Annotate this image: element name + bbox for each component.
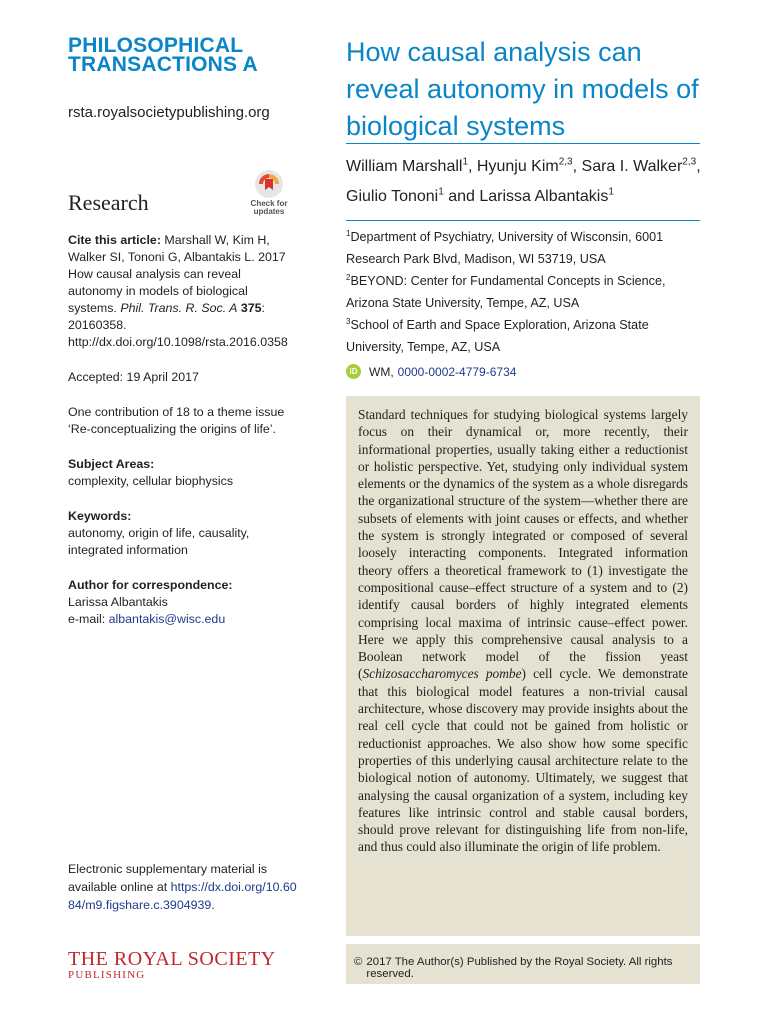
article-info-sidebar — [68, 232, 298, 646]
badge-label-2: updates — [253, 207, 285, 216]
orcid-initials: WM, — [369, 364, 394, 379]
title-divider — [346, 143, 700, 144]
keywords-text: autonomy, origin of life, causality, integrated information — [68, 526, 250, 557]
author-3-comma: , — [696, 158, 701, 175]
author-2-sup: 2,3 — [558, 156, 573, 168]
author-3-sup: 2,3 — [682, 156, 697, 168]
abstract-part-1: Standard techniques for studying biological systems largely focus on their dynamical or, more recently, their informational properties, usually taking either a reductionist or holistic perspective. Yet, studying only individual system elements or the dynamics of the system as a whole disregards the organizational structure of the system—whether there are subsets of elements with joint causes or effects, and whether the system is strongly integrated or composed of several loosely interacting components. Integrated information theory offers a theoretical framework to (1) investigate the compositional cause–effect structure of a system and to (2) identify causal borders of highly integrated elements comprising local maxima of intrinsic cause–effect power. Here we apply this comprehensive causal analysis to a Boolean network model of the fission yeast ( — [358, 407, 688, 682]
email-link[interactable]: albantakis@wisc.edu — [108, 612, 226, 626]
esm-link[interactable]: https://dx.doi.org/10.6084/m9.figshare.c.3904939 — [68, 880, 297, 912]
author-4: Giulio Tononi — [346, 188, 439, 205]
journal-name — [68, 36, 308, 74]
affiliation-1-sup: 1 — [346, 228, 351, 238]
affiliation-3 — [346, 314, 706, 358]
check-for-updates-badge[interactable] — [244, 170, 294, 216]
email-label: e-mail: — [68, 612, 109, 626]
esm-text: Electronic supplementary material is available online at — [68, 862, 268, 894]
logo-line2: PUBLISHING — [68, 969, 146, 981]
author-2: , Hyunju Kim — [468, 158, 559, 175]
journal-name-line1: PHILOSOPHICAL — [68, 34, 244, 57]
journal-name-line2: TRANSACTIONS A — [68, 53, 258, 76]
author-5-sup: 1 — [608, 186, 614, 198]
affiliation-3-text: School of Earth and Space Exploration, Arizona State University, Tempe, AZ, USA — [346, 318, 649, 354]
affiliation-1 — [346, 226, 706, 270]
citation-doi[interactable]: http://dx.doi.org/10.1098/rsta.2016.0358 — [68, 335, 288, 349]
author-3: , Sara I. Walker — [572, 158, 683, 175]
author-list — [346, 152, 706, 212]
copyright-icon: © — [354, 956, 363, 968]
affiliation-2 — [346, 270, 706, 314]
logo-line1: THE ROYAL SOCIETY — [68, 948, 276, 970]
author-1-sup: 1 — [462, 156, 469, 168]
journal-site[interactable]: rsta.royalsocietypublishing.org — [68, 104, 270, 121]
copyright-notice — [346, 944, 700, 984]
orcid-link[interactable]: 0000-0002-4779-6734 — [397, 364, 517, 379]
affiliation-2-sup: 2 — [346, 272, 351, 282]
abstract-species: Schizosaccharomyces pombe — [362, 666, 522, 682]
abstract — [346, 396, 700, 936]
subject-areas-text: complexity, cellular biophysics — [68, 474, 234, 488]
affiliation-3-sup: 3 — [346, 316, 351, 326]
correspondence-email-line — [68, 611, 298, 628]
article-title: How causal analysis can reveal autonomy in models of biological systems — [346, 37, 699, 141]
authors-divider — [346, 220, 700, 221]
section-label: Research — [68, 190, 149, 215]
orcid-line — [346, 364, 516, 379]
citation-label: Cite this article: — [68, 233, 161, 247]
author-5: and Larissa Albantakis — [443, 188, 609, 205]
supplementary-note — [68, 860, 298, 914]
affiliations — [346, 226, 706, 358]
esm-end: . — [211, 898, 215, 912]
citation-page: : 20160358. — [68, 301, 265, 332]
orcid-icon[interactable]: iD — [346, 364, 361, 379]
publisher-logo — [68, 948, 276, 981]
keywords — [68, 508, 298, 559]
subject-areas — [68, 456, 298, 490]
citation-volume: 375 — [237, 301, 262, 315]
theme-issue: One contribution of 18 to a theme issue ‘Re-conceptualizing the origins of life’. — [68, 405, 285, 436]
abstract-part-2: ) cell cycle. We demonstrate that this biological model features a non-trivial causal architecture, whose discovery may provide insights about the real cell cycle that could not be gained from holistic or reductionist approaches. We also show how some specific properties of this underlying causal architecture relate to the biological notion of autonomy. Ultimately, we suggest that analysing the causal organization of a system, including key features like intrinsic control and stable causal borders, should prove relevant for distinguishing life from non-life, and thus could also illuminate the origin of life problem. — [358, 666, 688, 855]
bookmark-icon — [255, 170, 283, 198]
correspondence — [68, 577, 298, 628]
correspondence-name: Larissa Albantakis — [68, 595, 168, 609]
citation-block — [68, 232, 298, 351]
citation-text: Marshall W, Kim H, Walker SI, Tononi G, Albantakis L. 2017 How causal analysis can reveal autonomy in models of biological systems. — [68, 233, 286, 315]
author-1: William Marshall — [346, 158, 463, 175]
accepted-date: Accepted: 19 April 2017 — [68, 370, 199, 384]
citation-journal: Phil. Trans. R. Soc. A — [120, 301, 238, 315]
affiliation-2-text: BEYOND: Center for Fundamental Concepts in Science, Arizona State University, Tempe, AZ, USA — [346, 274, 666, 310]
subject-areas-heading: Subject Areas: — [68, 457, 155, 471]
correspondence-heading: Author for correspondence: — [68, 578, 233, 592]
keywords-heading: Keywords: — [68, 509, 132, 523]
badge-label-1: Check for — [250, 199, 288, 208]
affiliation-1-text: Department of Psychiatry, University of Wisconsin, 6001 Research Park Blvd, Madison, WI 53719, USA — [346, 230, 664, 266]
author-4-sup: 1 — [438, 186, 444, 198]
copyright-text: 2017 The Author(s) Published by the Royal Society. All rights reserved. — [366, 956, 673, 980]
